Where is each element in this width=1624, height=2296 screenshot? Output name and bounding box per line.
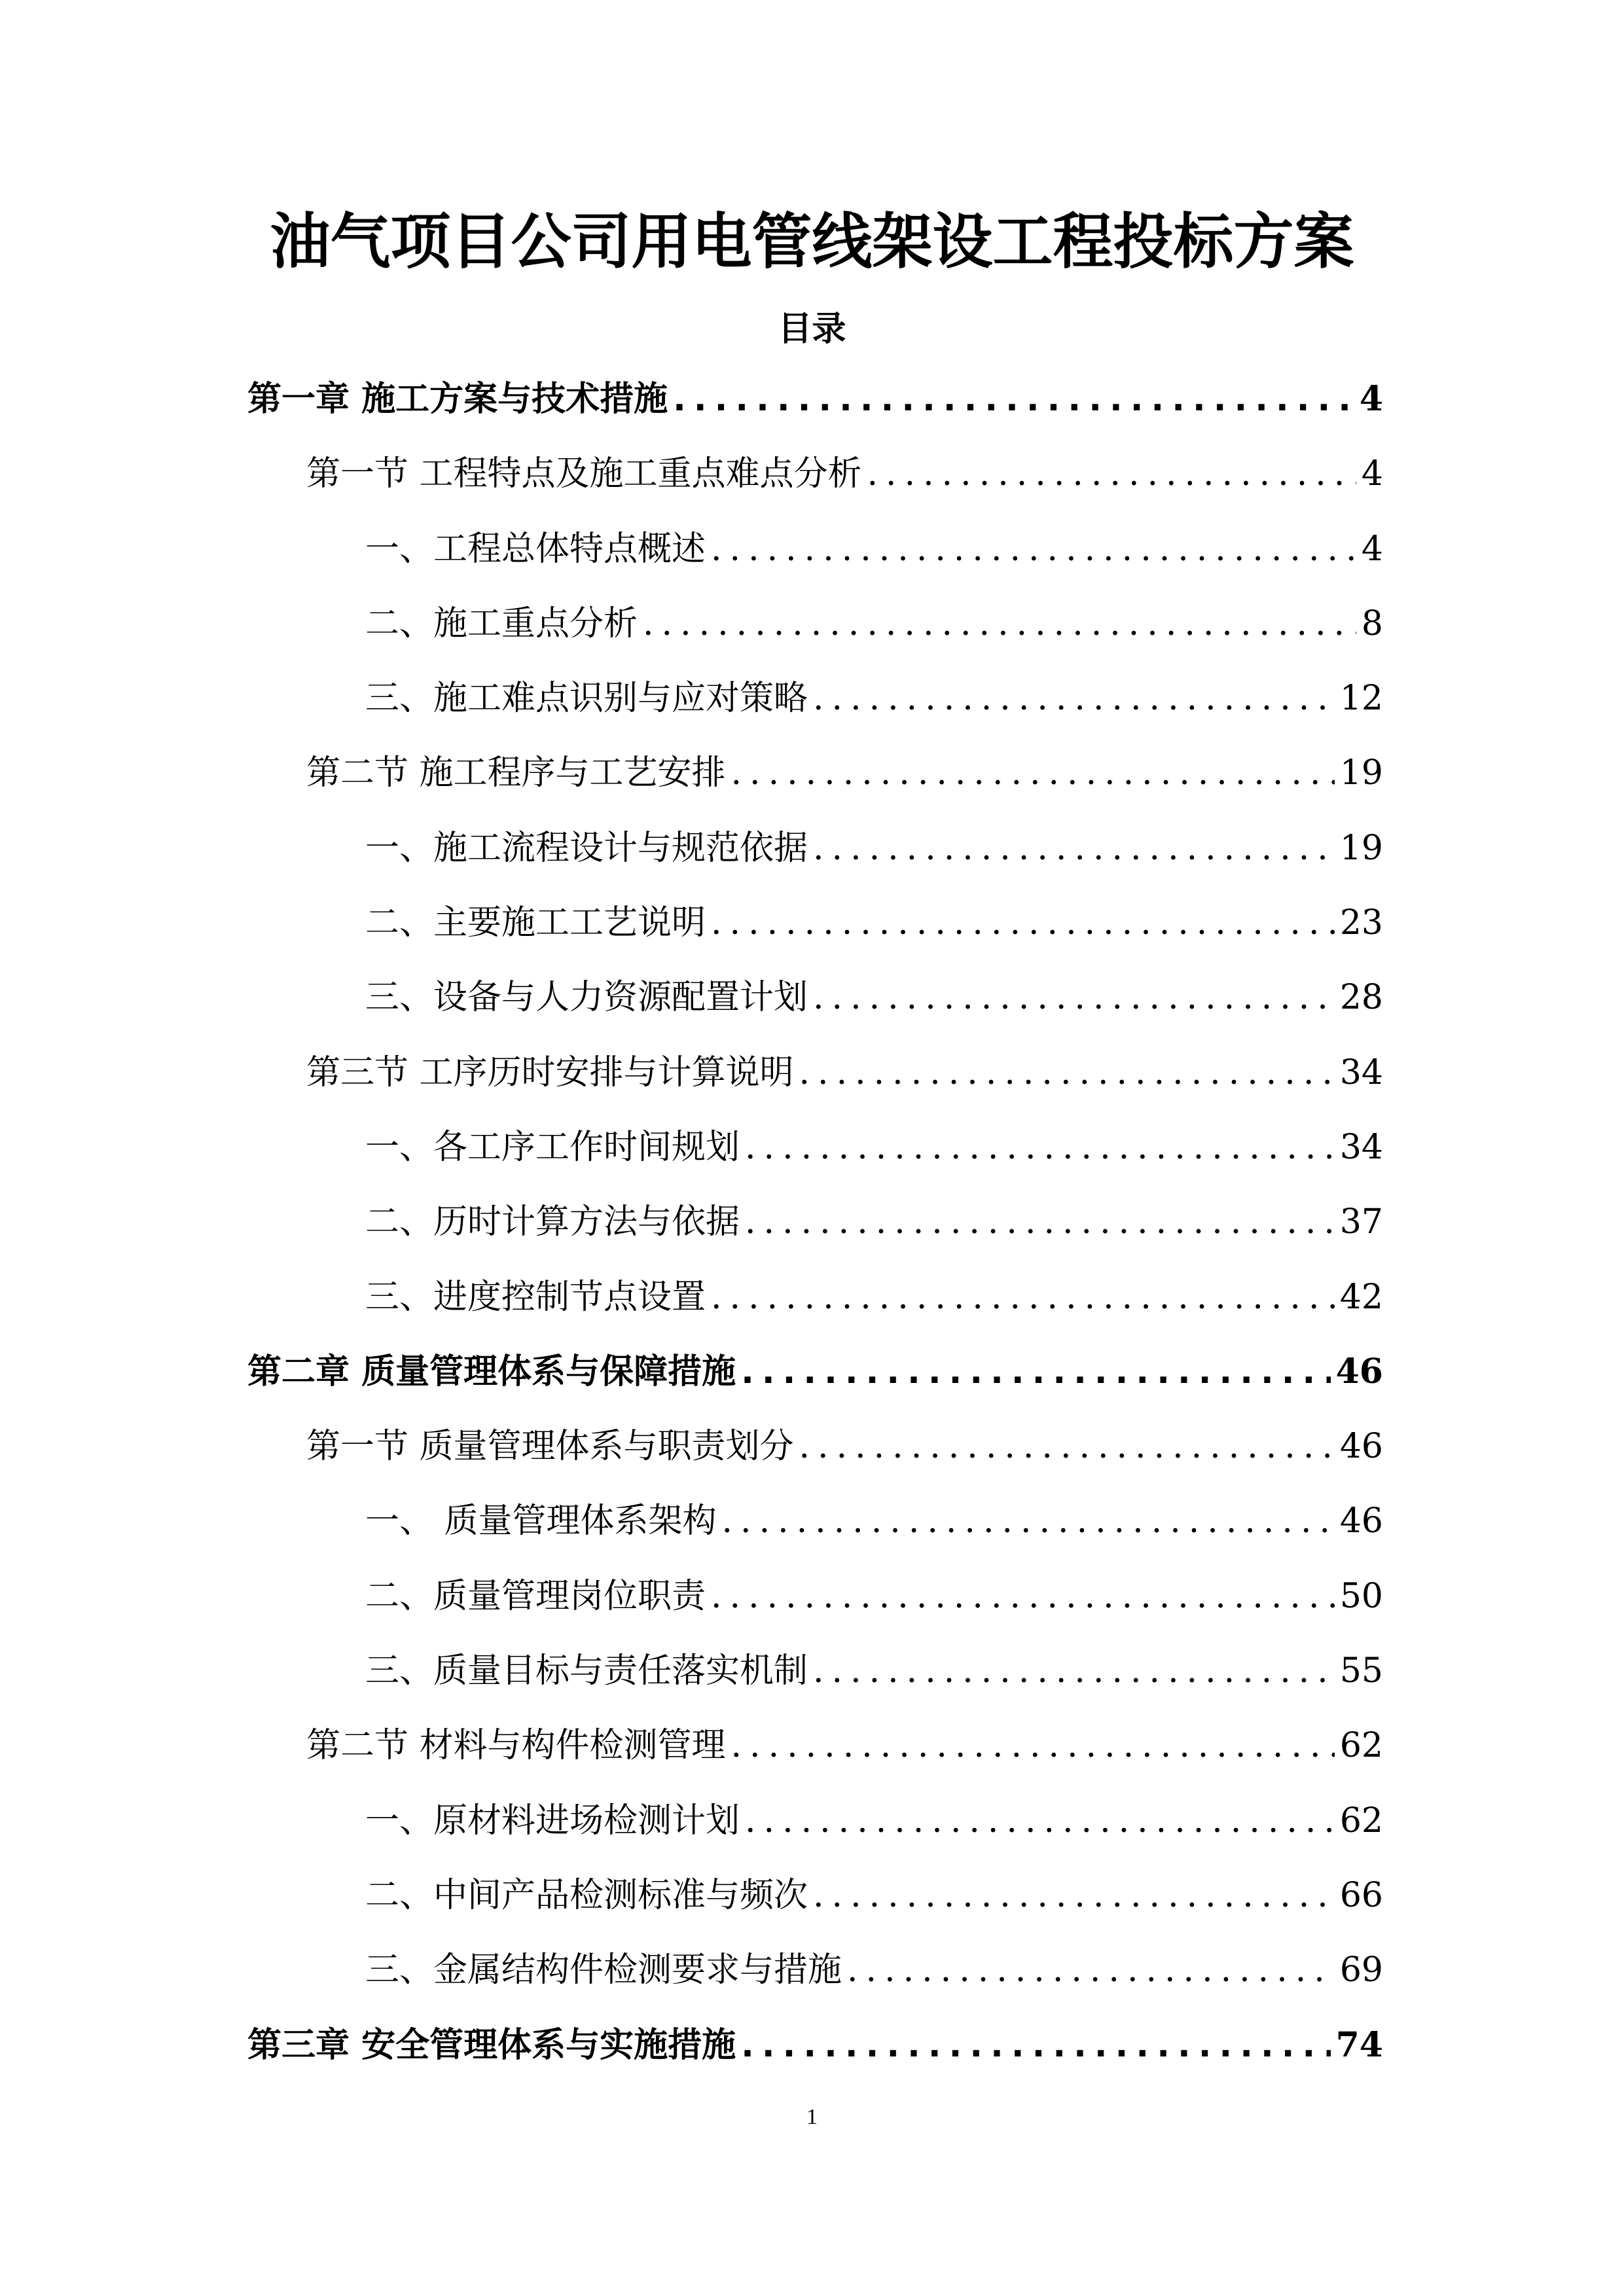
toc-page-number: 66 xyxy=(1339,1875,1383,1915)
toc-entry[interactable] xyxy=(247,2016,1383,2090)
toc-entry-text: 一、 质量管理体系架构 xyxy=(365,1501,717,1541)
toc-leader-dots xyxy=(711,893,1335,952)
toc-page-number: 37 xyxy=(1339,1202,1383,1242)
toc-leader-dots xyxy=(711,1268,1335,1327)
toc-entry-text: 第一节 质量管理体系与职责划分 xyxy=(306,1427,794,1467)
toc-heading: 目录 xyxy=(778,310,846,349)
toc-page-number: 34 xyxy=(1339,1052,1383,1092)
toc-entry[interactable] xyxy=(247,370,1383,444)
toc-leader-dots xyxy=(799,1417,1335,1476)
toc-leader-dots xyxy=(799,1043,1335,1102)
toc-leader-dots xyxy=(745,1118,1335,1177)
toc-page-number: 28 xyxy=(1339,978,1383,1018)
toc-leader-dots xyxy=(813,669,1335,728)
toc-entry-text: 二、历时计算方法与依据 xyxy=(365,1202,740,1242)
toc-leader-dots xyxy=(813,968,1335,1027)
toc-leader-dots xyxy=(711,1567,1335,1626)
toc-entry-text: 二、质量管理岗位职责 xyxy=(365,1576,706,1616)
toc-entry-text: 三、施工难点识别与应对策略 xyxy=(365,679,808,719)
toc-page-number: 19 xyxy=(1339,828,1383,868)
toc-leader-dots xyxy=(813,819,1335,878)
toc-leader-dots xyxy=(813,1866,1335,1925)
toc-page-number: 46 xyxy=(1335,1351,1383,1391)
toc-entry[interactable] xyxy=(247,1492,1383,1566)
toc-entry[interactable] xyxy=(247,1941,1383,2015)
table-of-contents xyxy=(247,370,1383,2090)
toc-leader-dots xyxy=(711,520,1356,579)
toc-entry-text: 二、施工重点分析 xyxy=(365,603,638,643)
toc-leader-dots xyxy=(847,1941,1335,2000)
toc-entry[interactable] xyxy=(247,520,1383,594)
toc-page-number: 69 xyxy=(1339,1950,1383,1990)
toc-entry-text: 一、工程总体特点概述 xyxy=(365,529,706,569)
toc-entry[interactable] xyxy=(247,744,1383,818)
toc-entry-text: 三、质量目标与责任落实机制 xyxy=(365,1651,808,1691)
toc-leader-dots xyxy=(731,744,1335,802)
toc-page-number: 42 xyxy=(1339,1277,1383,1317)
toc-entry[interactable] xyxy=(247,819,1383,893)
toc-entry-text: 第二节 施工程序与工艺安排 xyxy=(306,753,726,793)
toc-entry-text: 三、进度控制节点设置 xyxy=(365,1277,706,1317)
toc-entry-text: 第一节 工程特点及施工重点难点分析 xyxy=(306,454,862,494)
toc-page-number: 46 xyxy=(1339,1427,1383,1467)
toc-entry-text: 第二节 材料与构件检测管理 xyxy=(306,1726,726,1766)
toc-leader-dots xyxy=(741,2016,1331,2075)
toc-entry[interactable] xyxy=(247,594,1383,669)
toc-page-number: 4 xyxy=(1359,379,1383,419)
toc-entry[interactable] xyxy=(247,1342,1383,1417)
toc-entry-text: 第三节 工序历时安排与计算说明 xyxy=(306,1052,794,1092)
toc-page-number: 4 xyxy=(1361,529,1383,569)
toc-entry[interactable] xyxy=(247,1417,1383,1492)
toc-leader-dots xyxy=(745,1791,1335,1850)
toc-page-number: 62 xyxy=(1339,1801,1383,1840)
toc-entry[interactable] xyxy=(247,669,1383,744)
toc-leader-dots xyxy=(741,1342,1331,1401)
toc-entry[interactable] xyxy=(247,1193,1383,1267)
toc-entry-text: 二、主要施工工艺说明 xyxy=(365,903,706,943)
toc-page-number: 74 xyxy=(1335,2024,1383,2065)
toc-page-number: 34 xyxy=(1339,1127,1383,1167)
toc-entry-text: 第一章 施工方案与技术措施 xyxy=(247,380,668,419)
toc-leader-dots xyxy=(867,444,1356,503)
toc-entry[interactable] xyxy=(247,968,1383,1043)
toc-entry[interactable] xyxy=(247,1716,1383,1791)
toc-entry[interactable] xyxy=(247,1866,1383,1941)
toc-leader-dots xyxy=(722,1492,1335,1551)
toc-entry[interactable] xyxy=(247,893,1383,968)
toc-page-number: 50 xyxy=(1339,1576,1383,1616)
toc-page-number: 4 xyxy=(1361,454,1383,494)
toc-entry-text: 二、中间产品检测标准与频次 xyxy=(365,1875,808,1915)
toc-page-number: 62 xyxy=(1339,1726,1383,1766)
toc-entry[interactable] xyxy=(247,444,1383,519)
toc-page-number: 46 xyxy=(1339,1501,1383,1541)
toc-page-number: 55 xyxy=(1339,1651,1383,1691)
toc-entry-text: 一、施工流程设计与规范依据 xyxy=(365,828,808,868)
toc-page-number: 23 xyxy=(1339,903,1383,943)
toc-entry-text: 三、金属结构件检测要求与措施 xyxy=(365,1950,842,1990)
toc-entry-text: 第三章 安全管理体系与实施措施 xyxy=(247,2025,736,2065)
document-title: 油气项目公司用电管线架设工程投标方案 xyxy=(270,207,1354,277)
toc-entry-text: 一、原材料进场检测计划 xyxy=(365,1801,740,1840)
toc-page-number: 19 xyxy=(1339,753,1383,793)
toc-leader-dots xyxy=(813,1641,1335,1700)
toc-entry[interactable] xyxy=(247,1043,1383,1118)
toc-leader-dots xyxy=(643,594,1356,653)
toc-entry-text: 第二章 质量管理体系与保障措施 xyxy=(247,1352,736,1391)
toc-leader-dots xyxy=(673,370,1354,429)
toc-leader-dots xyxy=(745,1193,1335,1251)
toc-entry[interactable] xyxy=(247,1268,1383,1342)
toc-entry-text: 一、各工序工作时间规划 xyxy=(365,1127,740,1167)
toc-entry-text: 三、设备与人力资源配置计划 xyxy=(365,978,808,1018)
toc-leader-dots xyxy=(731,1716,1335,1775)
toc-page-number: 8 xyxy=(1361,603,1383,643)
page-number: 1 xyxy=(806,2105,818,2129)
toc-page-number: 12 xyxy=(1339,679,1383,719)
toc-entry[interactable] xyxy=(247,1567,1383,1641)
toc-entry[interactable] xyxy=(247,1118,1383,1193)
toc-entry[interactable] xyxy=(247,1641,1383,1716)
toc-entry[interactable] xyxy=(247,1791,1383,1866)
